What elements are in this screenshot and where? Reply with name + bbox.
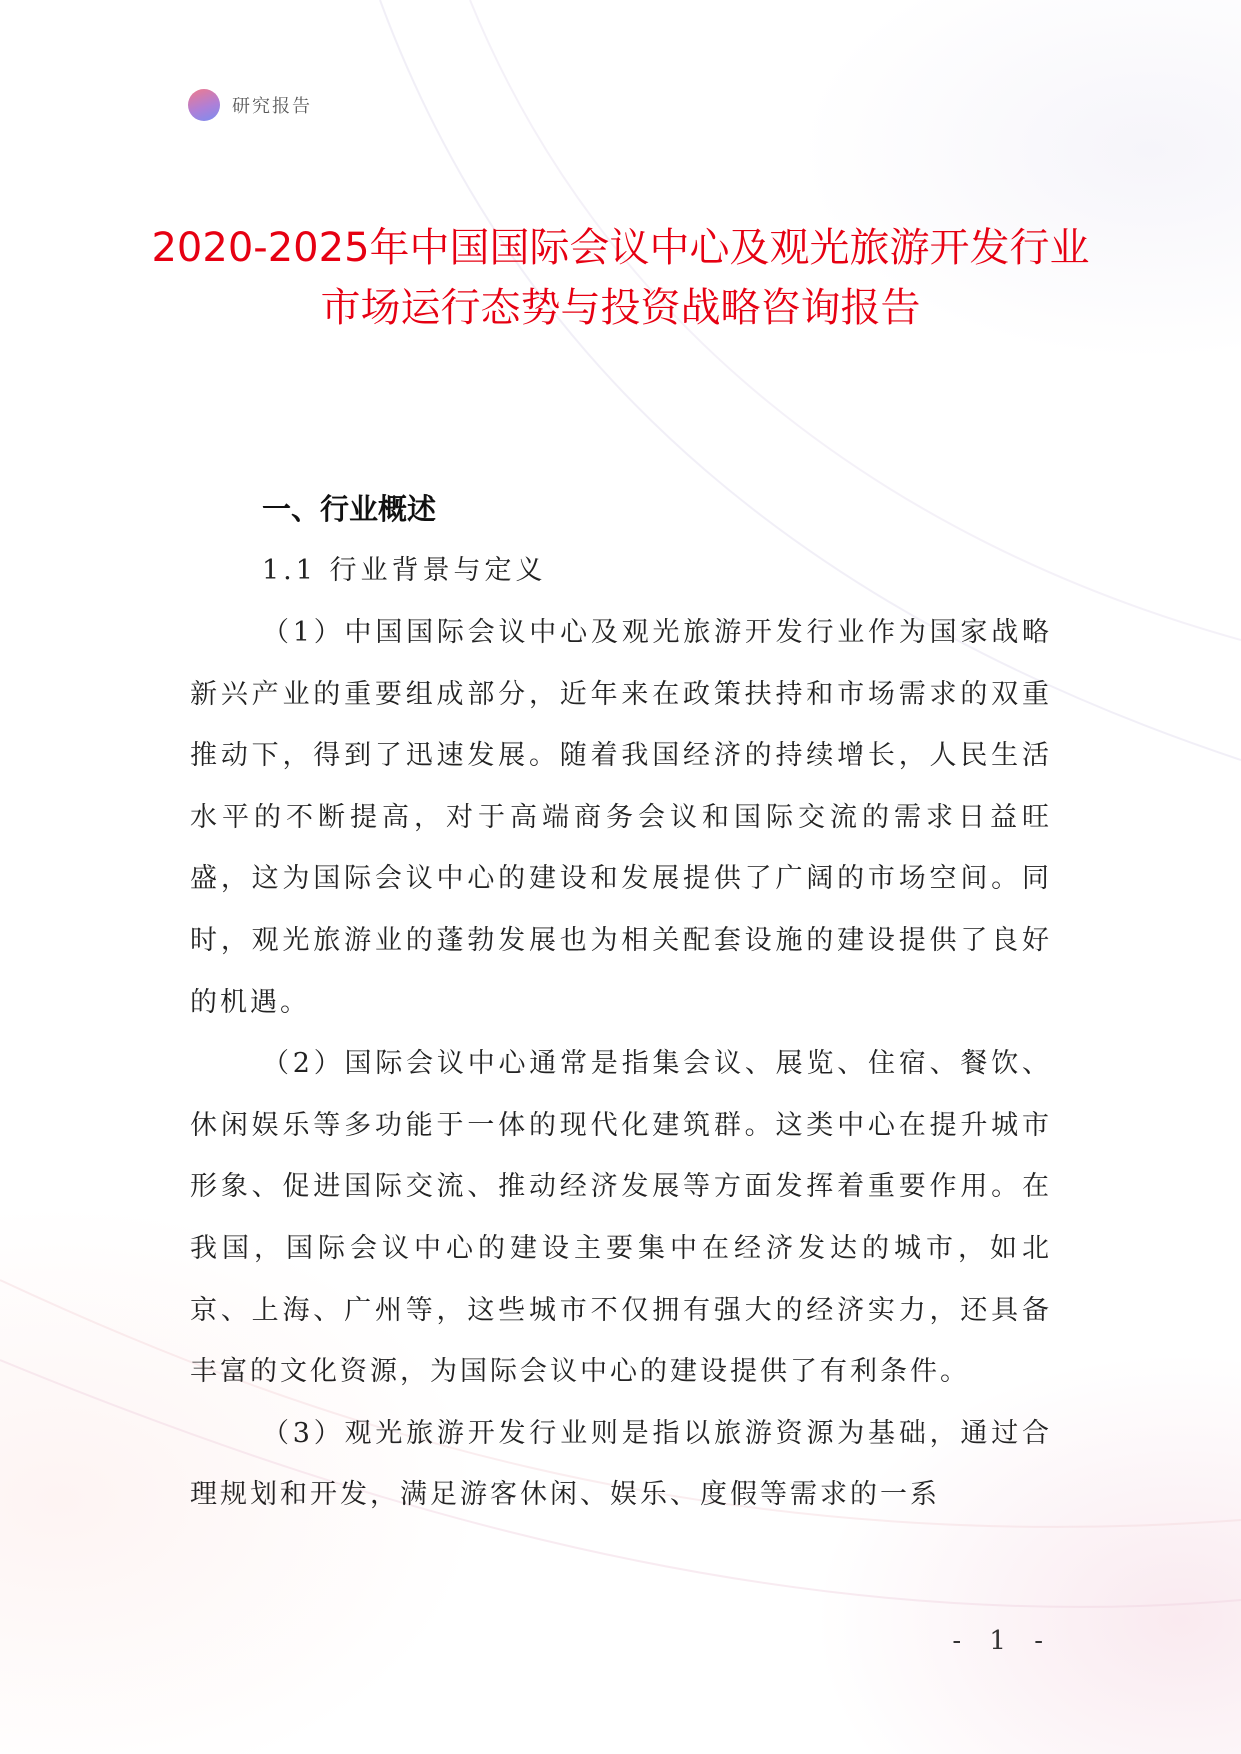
- paragraph-3: （3）观光旅游开发行业则是指以旅游资源为基础，通过合理规划和开发，满足游客休闲、娱乐、度假等需求的一系: [190, 1417, 1052, 1511]
- page-number: - 1 -: [952, 1626, 1053, 1656]
- report-body: [190, 478, 1052, 1526]
- report-header: [188, 90, 312, 120]
- section-heading: 一、行业概述: [262, 492, 437, 526]
- header-label: 研究报告: [232, 96, 312, 117]
- paragraph-1: （1）中国国际会议中心及观光旅游开发行业作为国家战略新兴产业的重要组成部分，近年来在政策扶持和市场需求的双重推动下，得到了迅速发展。随着我国经济的持续增长，人民生活水平的不断提高，对于高端商务会议和国际交流的需求日益旺盛，这为国际会议中心的建设和发展提供了广阔的市场空间。同时，观光旅游业的蓬勃发展也为相关配套设施的建设提供了良好的机遇。: [190, 617, 1052, 1018]
- subsection-heading: 1.1 行业背景与定义: [262, 555, 547, 586]
- logo-circle-icon: [188, 89, 220, 121]
- paragraph-2: （2）国际会议中心通常是指集会议、展览、住宿、餐饮、休闲娱乐等多功能于一体的现代化建筑群。这类中心在提升城市形象、促进国际交流、推动经济发展等方面发挥着重要作用。在我国，国际会议中心的建设主要集中在经济发达的城市，如北京、上海、广州等，这些城市不仅拥有强大的经济实力，还具备丰富的文化资源，为国际会议中心的建设提供了有利条件。: [190, 1048, 1052, 1388]
- report-title: 2020-2025年中国国际会议中心及观光旅游开发行业市场运行态势与投资战略咨询报告: [151, 225, 1090, 331]
